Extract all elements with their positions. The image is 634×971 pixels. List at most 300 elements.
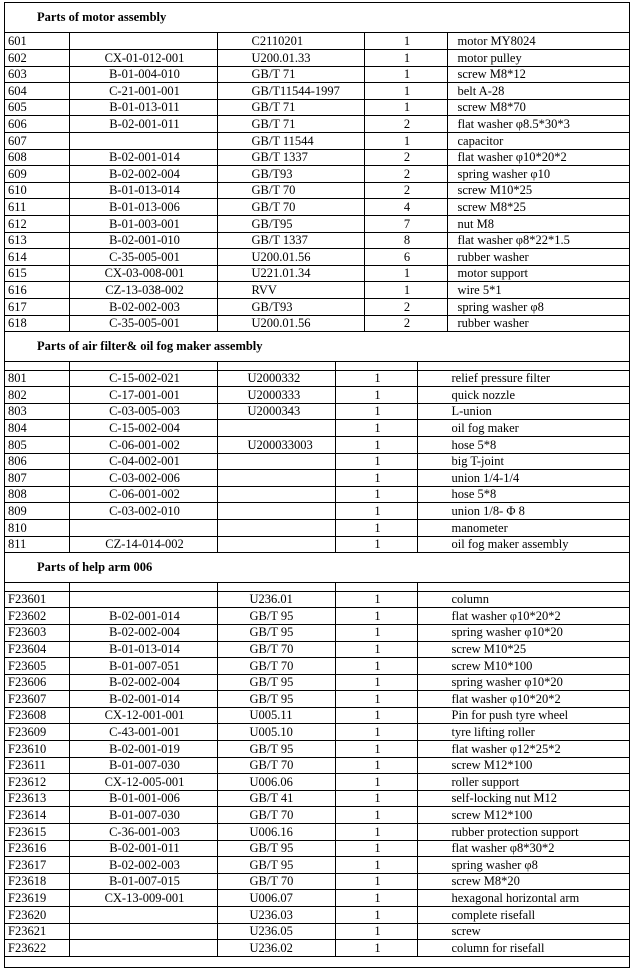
code-cell: B-01-013-014 (69, 182, 217, 199)
description-cell: rubber washer (447, 315, 629, 332)
code-cell: B-02-001-011 (69, 840, 217, 857)
quantity-cell: 2 (364, 315, 447, 332)
standard-cell: GB/T 95 (217, 624, 335, 641)
description-cell: capacitor (447, 133, 629, 150)
part-no-cell: F23615 (5, 824, 69, 841)
part-no-cell: F23603 (5, 624, 69, 641)
standard-cell: GB/T 95 (217, 691, 335, 708)
description-cell: motor support (447, 265, 629, 282)
description-cell: nut M8 (447, 216, 629, 233)
quantity-cell: 1 (364, 265, 447, 282)
quantity-cell: 1 (335, 807, 417, 824)
code-cell: B-02-002-004 (69, 166, 217, 183)
description-cell: spring washer φ8 (447, 299, 629, 316)
description-cell: motor pulley (447, 50, 629, 67)
standard-cell (217, 486, 335, 503)
quantity-cell: 1 (335, 608, 417, 625)
quantity-cell: 1 (364, 50, 447, 67)
quantity-cell: 1 (335, 824, 417, 841)
standard-cell (217, 470, 335, 487)
table-row (5, 282, 629, 299)
part-no-cell: F23607 (5, 691, 69, 708)
standard-cell: U236.02 (217, 940, 335, 957)
table-row (5, 807, 629, 824)
parts-table-motor (5, 33, 629, 332)
code-cell: C-03-002-010 (69, 503, 217, 520)
code-cell (69, 923, 217, 940)
description-cell: screw M10*100 (417, 658, 629, 675)
code-cell: CZ-13-038-002 (69, 282, 217, 299)
code-cell: C-04-002-001 (69, 453, 217, 470)
standard-cell: U005.10 (217, 724, 335, 741)
description-cell: self-locking nut M12 (417, 790, 629, 807)
standard-cell: U006.06 (217, 774, 335, 791)
quantity-cell: 1 (364, 83, 447, 100)
standard-cell: GB/T95 (217, 216, 364, 233)
spacer-cell (335, 362, 417, 370)
description-cell: union 1/4-1/4 (417, 470, 629, 487)
table-row (5, 453, 629, 470)
quantity-cell: 1 (335, 486, 417, 503)
quantity-cell: 2 (364, 299, 447, 316)
part-no-cell: 606 (5, 116, 69, 133)
table-row (5, 608, 629, 625)
standard-cell: GB/T 11544 (217, 133, 364, 150)
code-cell: CX-01-012-001 (69, 50, 217, 67)
quantity-cell: 1 (335, 724, 417, 741)
description-cell: spring washer φ10*20 (417, 624, 629, 641)
part-no-cell: 613 (5, 232, 69, 249)
quantity-cell: 4 (364, 199, 447, 216)
description-cell: screw M12*100 (417, 807, 629, 824)
quantity-cell: 1 (335, 741, 417, 758)
description-cell: hose 5*8 (417, 486, 629, 503)
table-row (5, 658, 629, 675)
standard-cell: GB/T11544-1997 (217, 83, 364, 100)
quantity-cell: 1 (335, 624, 417, 641)
part-no-cell: F23612 (5, 774, 69, 791)
parts-list-sheet (4, 2, 630, 968)
quantity-cell: 1 (335, 873, 417, 890)
section-title-motor: Parts of motor assembly (5, 3, 629, 33)
description-cell: flat washer φ10*20*2 (417, 691, 629, 708)
part-no-cell: 604 (5, 83, 69, 100)
parts-table-air-filter (5, 362, 629, 553)
standard-cell: GB/T 70 (217, 658, 335, 675)
quantity-cell: 1 (364, 33, 447, 50)
description-cell: complete risefall (417, 907, 629, 924)
standard-cell: C2110201 (217, 33, 364, 50)
code-cell: B-01-007-030 (69, 757, 217, 774)
part-no-cell: F23618 (5, 873, 69, 890)
description-cell: hexagonal horizontal arm (417, 890, 629, 907)
table-row (5, 641, 629, 658)
table-row (5, 216, 629, 233)
code-cell: CX-13-009-001 (69, 890, 217, 907)
standard-cell: U200.01.56 (217, 315, 364, 332)
description-cell: quick nozzle (417, 387, 629, 404)
code-cell: CX-12-001-001 (69, 707, 217, 724)
code-cell: B-02-002-004 (69, 674, 217, 691)
standard-cell (217, 420, 335, 437)
code-cell: B-02-001-014 (69, 149, 217, 166)
table-row (5, 707, 629, 724)
standard-cell: GB/T 71 (217, 116, 364, 133)
part-no-cell: 605 (5, 99, 69, 116)
standard-cell (217, 503, 335, 520)
part-no-cell: 801 (5, 370, 69, 387)
part-no-cell: F23608 (5, 707, 69, 724)
spacer-cell (69, 362, 217, 370)
table-row (5, 741, 629, 758)
table-row (5, 232, 629, 249)
part-no-cell: 614 (5, 249, 69, 266)
standard-cell: GB/T 95 (217, 741, 335, 758)
code-cell: B-01-004-010 (69, 66, 217, 83)
quantity-cell: 1 (335, 370, 417, 387)
description-cell: spring washer φ10*20 (417, 674, 629, 691)
part-no-cell: F23621 (5, 923, 69, 940)
standard-cell: GB/T93 (217, 299, 364, 316)
table-row (5, 940, 629, 957)
table-row (5, 724, 629, 741)
part-no-cell: 616 (5, 282, 69, 299)
table-row (5, 757, 629, 774)
part-no-cell: F23602 (5, 608, 69, 625)
description-cell: rubber washer (447, 249, 629, 266)
table-row (5, 83, 629, 100)
standard-cell: GB/T 1337 (217, 232, 364, 249)
description-cell: screw M10*25 (447, 182, 629, 199)
table-row (5, 249, 629, 266)
description-cell: flat washer φ8.5*30*3 (447, 116, 629, 133)
standard-cell: RVV (217, 282, 364, 299)
description-cell: flat washer φ8*22*1.5 (447, 232, 629, 249)
part-no-cell: 802 (5, 387, 69, 404)
table-row (5, 99, 629, 116)
quantity-cell: 1 (335, 790, 417, 807)
standard-cell: GB/T 70 (217, 199, 364, 216)
table-row (5, 923, 629, 940)
table-row (5, 299, 629, 316)
table-row (5, 387, 629, 404)
description-cell: L-union (417, 403, 629, 420)
quantity-cell: 1 (335, 674, 417, 691)
spacer-cell (417, 362, 629, 370)
table-row (5, 470, 629, 487)
part-no-cell: F23613 (5, 790, 69, 807)
table-row (5, 199, 629, 216)
part-no-cell: 811 (5, 536, 69, 553)
code-cell: B-01-007-051 (69, 658, 217, 675)
part-no-cell: F23619 (5, 890, 69, 907)
table-row (5, 116, 629, 133)
quantity-cell: 1 (335, 691, 417, 708)
code-cell: B-02-001-011 (69, 116, 217, 133)
description-cell: column (417, 591, 629, 608)
code-cell: C-03-005-003 (69, 403, 217, 420)
table-row (5, 403, 629, 420)
quantity-cell: 1 (335, 453, 417, 470)
code-cell: C-06-001-002 (69, 486, 217, 503)
code-cell: C-17-001-001 (69, 387, 217, 404)
quantity-cell: 6 (364, 249, 447, 266)
quantity-cell: 1 (335, 387, 417, 404)
part-no-cell: F23601 (5, 591, 69, 608)
standard-cell (217, 536, 335, 553)
parts-table-help-arm (5, 583, 629, 957)
standard-cell: GB/T 95 (217, 857, 335, 874)
quantity-cell: 1 (335, 470, 417, 487)
description-cell: big T-joint (417, 453, 629, 470)
part-no-cell: F23616 (5, 840, 69, 857)
code-cell (69, 33, 217, 50)
table-row (5, 774, 629, 791)
parts-table-body (5, 583, 629, 956)
standard-cell: GB/T 1337 (217, 149, 364, 166)
code-cell: B-01-013-011 (69, 99, 217, 116)
code-cell (69, 907, 217, 924)
quantity-cell: 1 (335, 857, 417, 874)
table-row (5, 824, 629, 841)
quantity-cell: 1 (335, 940, 417, 957)
spacer-cell (5, 583, 69, 591)
quantity-cell: 1 (335, 520, 417, 537)
quantity-cell: 1 (335, 403, 417, 420)
code-cell: C-21-001-001 (69, 83, 217, 100)
standard-cell: GB/T 95 (217, 674, 335, 691)
description-cell: screw M8*20 (417, 873, 629, 890)
table-row (5, 66, 629, 83)
quantity-cell: 1 (335, 503, 417, 520)
standard-cell: GB/T 70 (217, 757, 335, 774)
standard-cell: GB/T 41 (217, 790, 335, 807)
description-cell: flat washer φ10*20*2 (447, 149, 629, 166)
standard-cell: U236.01 (217, 591, 335, 608)
part-no-cell: F23620 (5, 907, 69, 924)
description-cell: flat washer φ12*25*2 (417, 741, 629, 758)
spacer-cell (5, 362, 69, 370)
code-cell: B-02-002-004 (69, 624, 217, 641)
quantity-cell: 2 (364, 149, 447, 166)
standard-cell: GB/T 95 (217, 608, 335, 625)
quantity-cell: 1 (335, 774, 417, 791)
part-no-cell: 611 (5, 199, 69, 216)
standard-cell: GB/T 70 (217, 641, 335, 658)
quantity-cell: 2 (364, 116, 447, 133)
quantity-cell: 1 (335, 437, 417, 454)
quantity-cell: 1 (335, 420, 417, 437)
standard-cell: U006.07 (217, 890, 335, 907)
quantity-cell: 1 (335, 923, 417, 940)
description-cell: rubber protection support (417, 824, 629, 841)
standard-cell: U005.11 (217, 707, 335, 724)
code-cell: B-02-001-014 (69, 691, 217, 708)
standard-cell (217, 520, 335, 537)
description-cell: screw M10*25 (417, 641, 629, 658)
part-no-cell: 618 (5, 315, 69, 332)
spacer-cell (335, 583, 417, 591)
code-cell (69, 940, 217, 957)
quantity-cell: 1 (335, 658, 417, 675)
code-cell: B-02-001-010 (69, 232, 217, 249)
standard-cell (217, 453, 335, 470)
standard-cell: U236.05 (217, 923, 335, 940)
standard-cell: GB/T93 (217, 166, 364, 183)
parts-table-body (5, 362, 629, 553)
code-cell: C-36-001-003 (69, 824, 217, 841)
part-no-cell: 807 (5, 470, 69, 487)
part-no-cell: 808 (5, 486, 69, 503)
description-cell: spring washer φ8 (417, 857, 629, 874)
part-no-cell: 803 (5, 403, 69, 420)
standard-cell: U2000343 (217, 403, 335, 420)
quantity-cell: 1 (335, 707, 417, 724)
code-cell: B-02-001-014 (69, 608, 217, 625)
table-row (5, 890, 629, 907)
description-cell: wire 5*1 (447, 282, 629, 299)
code-cell: C-43-001-001 (69, 724, 217, 741)
table-row (5, 420, 629, 437)
part-no-cell: 615 (5, 265, 69, 282)
quantity-cell: 1 (335, 536, 417, 553)
table-row (5, 790, 629, 807)
quantity-cell: 1 (335, 890, 417, 907)
description-cell: motor MY8024 (447, 33, 629, 50)
table-row (5, 437, 629, 454)
description-cell: belt A-28 (447, 83, 629, 100)
description-cell: roller support (417, 774, 629, 791)
standard-cell: GB/T 70 (217, 807, 335, 824)
table-row (5, 166, 629, 183)
standard-cell: GB/T 70 (217, 182, 364, 199)
description-cell: Pin for push tyre wheel (417, 707, 629, 724)
code-cell: B-01-013-006 (69, 199, 217, 216)
part-no-cell: F23610 (5, 741, 69, 758)
code-cell: B-01-003-001 (69, 216, 217, 233)
standard-cell: U2000333 (217, 387, 335, 404)
spacer-cell (217, 583, 335, 591)
code-cell: B-01-007-015 (69, 873, 217, 890)
spacer-cell (417, 583, 629, 591)
part-no-cell: F23611 (5, 757, 69, 774)
part-no-cell: 609 (5, 166, 69, 183)
part-no-cell: 610 (5, 182, 69, 199)
quantity-cell: 1 (335, 641, 417, 658)
table-row (5, 674, 629, 691)
spacer-cell (69, 583, 217, 591)
quantity-cell: 2 (364, 166, 447, 183)
quantity-cell: 1 (335, 907, 417, 924)
code-cell: C-35-005-001 (69, 249, 217, 266)
description-cell: column for risefall (417, 940, 629, 957)
part-no-cell: 607 (5, 133, 69, 150)
standard-cell: GB/T 71 (217, 99, 364, 116)
table-row (5, 907, 629, 924)
part-no-cell: 806 (5, 453, 69, 470)
spacer-row (5, 362, 629, 370)
section-title-help-arm: Parts of help arm 006 (5, 553, 629, 583)
code-cell: B-02-001-019 (69, 741, 217, 758)
table-row (5, 370, 629, 387)
table-row (5, 520, 629, 537)
description-cell: relief pressure filter (417, 370, 629, 387)
spacer-cell (217, 362, 335, 370)
table-row (5, 503, 629, 520)
code-cell (69, 520, 217, 537)
part-no-cell: 612 (5, 216, 69, 233)
code-cell: C-15-002-021 (69, 370, 217, 387)
code-cell: C-06-001-002 (69, 437, 217, 454)
part-no-cell: 809 (5, 503, 69, 520)
description-cell: oil fog maker (417, 420, 629, 437)
quantity-cell: 8 (364, 232, 447, 249)
table-row (5, 691, 629, 708)
part-no-cell: 602 (5, 50, 69, 67)
spacer-row (5, 583, 629, 591)
quantity-cell: 1 (364, 133, 447, 150)
description-cell: manometer (417, 520, 629, 537)
table-row (5, 591, 629, 608)
table-row (5, 624, 629, 641)
standard-cell: GB/T 70 (217, 873, 335, 890)
table-row (5, 315, 629, 332)
code-cell: B-02-002-003 (69, 857, 217, 874)
quantity-cell: 2 (364, 182, 447, 199)
quantity-cell: 1 (364, 66, 447, 83)
table-row (5, 536, 629, 553)
table-row (5, 486, 629, 503)
table-row (5, 182, 629, 199)
table-row (5, 50, 629, 67)
standard-cell: U006.16 (217, 824, 335, 841)
standard-cell: GB/T 71 (217, 66, 364, 83)
quantity-cell: 1 (364, 282, 447, 299)
code-cell: CZ-14-014-002 (69, 536, 217, 553)
standard-cell: U200.01.33 (217, 50, 364, 67)
standard-cell: U200033003 (217, 437, 335, 454)
code-cell: C-35-005-001 (69, 315, 217, 332)
standard-cell: U221.01.34 (217, 265, 364, 282)
code-cell: B-01-007-030 (69, 807, 217, 824)
part-no-cell: 617 (5, 299, 69, 316)
part-no-cell: F23605 (5, 658, 69, 675)
part-no-cell: 601 (5, 33, 69, 50)
part-no-cell: F23604 (5, 641, 69, 658)
table-row (5, 857, 629, 874)
table-row (5, 149, 629, 166)
table-row (5, 840, 629, 857)
table-row (5, 133, 629, 150)
part-no-cell: F23617 (5, 857, 69, 874)
code-cell (69, 591, 217, 608)
description-cell: union 1/8- Φ 8 (417, 503, 629, 520)
part-no-cell: 810 (5, 520, 69, 537)
standard-cell: U2000332 (217, 370, 335, 387)
part-no-cell: 805 (5, 437, 69, 454)
description-cell: screw (417, 923, 629, 940)
code-cell: B-01-013-014 (69, 641, 217, 658)
quantity-cell: 1 (335, 591, 417, 608)
quantity-cell: 7 (364, 216, 447, 233)
description-cell: screw M8*12 (447, 66, 629, 83)
standard-cell: GB/T 95 (217, 840, 335, 857)
description-cell: hose 5*8 (417, 437, 629, 454)
code-cell: C-03-002-006 (69, 470, 217, 487)
part-no-cell: F23614 (5, 807, 69, 824)
quantity-cell: 1 (335, 757, 417, 774)
description-cell: flat washer φ10*20*2 (417, 608, 629, 625)
